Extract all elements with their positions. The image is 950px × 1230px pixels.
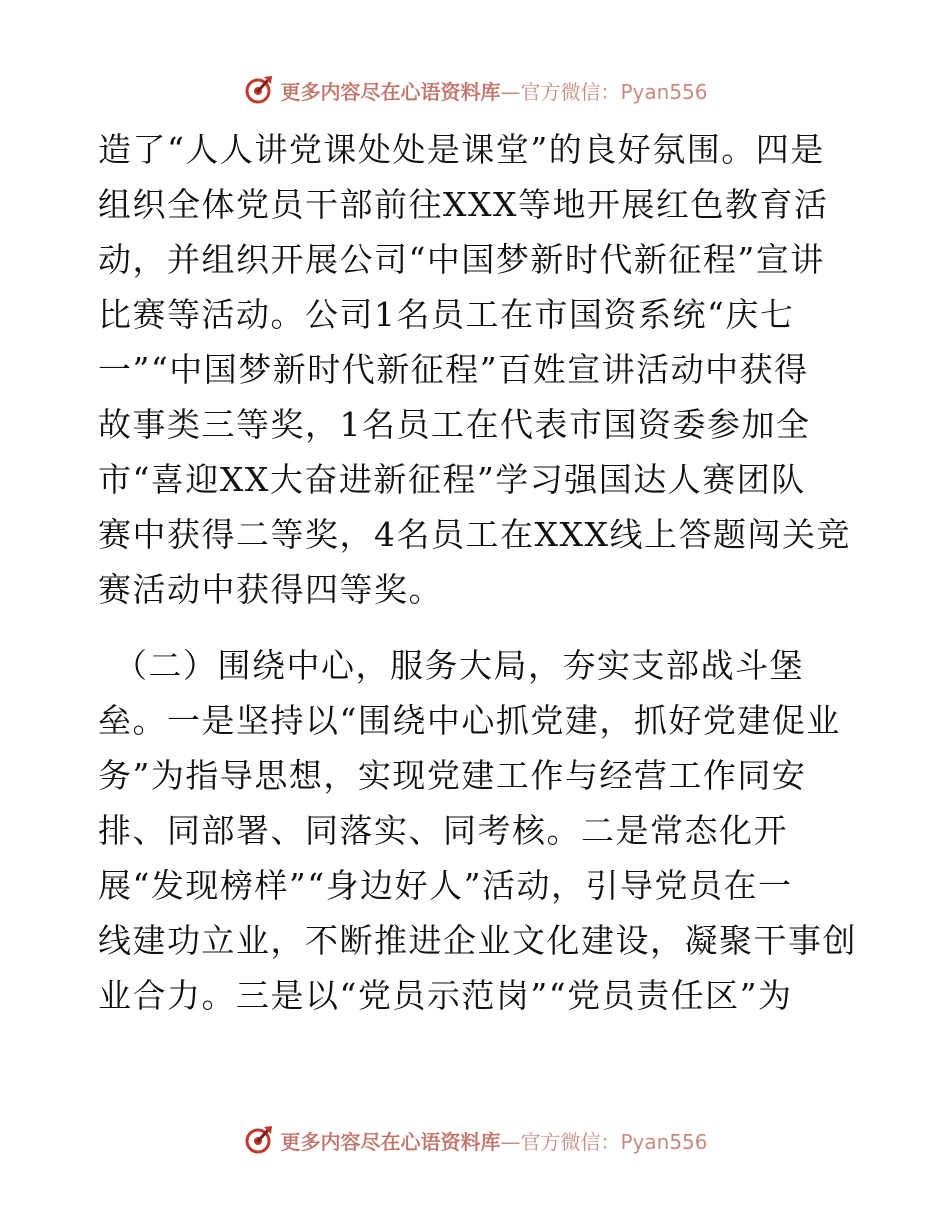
text-line: 组织全体党员干部前往XXX等地开展红色教育活 — [98, 185, 829, 224]
text-line: 展“发现榜样”“身边好人”活动，引导党员在一 — [98, 866, 793, 905]
watermark-official-label: 官方微信： — [520, 1129, 621, 1154]
text-line: 赛中获得二等奖，4名员工在XXX线上答题闯关竞 — [98, 515, 851, 554]
watermark-text — [280, 1126, 707, 1155]
text-line: 业合力。三是以“党员示范岗”“党员责任区”为 — [98, 976, 793, 1015]
section-heading-line: （二）围绕中心，服务大局，夯实支部战斗堡 — [114, 646, 804, 685]
watermark-library-text: 更多内容尽在心语资料库 — [280, 1129, 501, 1154]
watermark-library-text: 更多内容尽在心语资料库 — [280, 79, 501, 104]
text-line: 线建功立业，不断推进企业文化建设，凝聚干事创 — [98, 921, 857, 960]
text-line: 一”“中国梦新时代新征程”百姓宣讲活动中获得 — [98, 350, 809, 389]
paragraph-gap — [98, 617, 858, 638]
footer-watermark-banner — [0, 1120, 950, 1160]
watermark-wechat-id: Pyan556 — [620, 1129, 708, 1154]
watermark-dash: — — [500, 79, 521, 104]
watermark-dash: — — [500, 1129, 521, 1154]
text-line: 排、同部署、同落实、同考核。二是常态化开 — [98, 811, 788, 850]
text-line: 动，并组织开展公司“中国梦新时代新征程”宣讲 — [98, 240, 825, 279]
paragraph-2 — [98, 638, 858, 1023]
quill-logo-icon — [242, 1124, 274, 1156]
text-line: 造了“人人讲党课处处是课堂”的良好氛围。四是 — [98, 130, 825, 169]
paragraph-1 — [98, 122, 858, 617]
watermark-text — [280, 76, 707, 105]
text-line: 务”为指导思想，实现党建工作与经营工作同安 — [98, 756, 807, 795]
watermark-wechat-id: Pyan556 — [620, 79, 708, 104]
text-line: 赛活动中获得四等奖。 — [98, 570, 443, 609]
quill-logo-icon — [242, 74, 274, 106]
text-line: 故事类三等奖，1名员工在代表市国资委参加全 — [98, 405, 811, 444]
text-line: 市“喜迎XX大奋进新征程”学习强国达人赛团队 — [98, 460, 806, 499]
text-line: 比赛等活动。公司1名员工在市国资系统“庆七 — [98, 295, 795, 334]
document-body — [98, 122, 858, 1023]
header-watermark-banner — [0, 70, 950, 110]
text-line: 垒。一是坚持以“围绕中心抓党建，抓好党建促业 — [98, 701, 841, 740]
watermark-official-label: 官方微信： — [520, 79, 621, 104]
